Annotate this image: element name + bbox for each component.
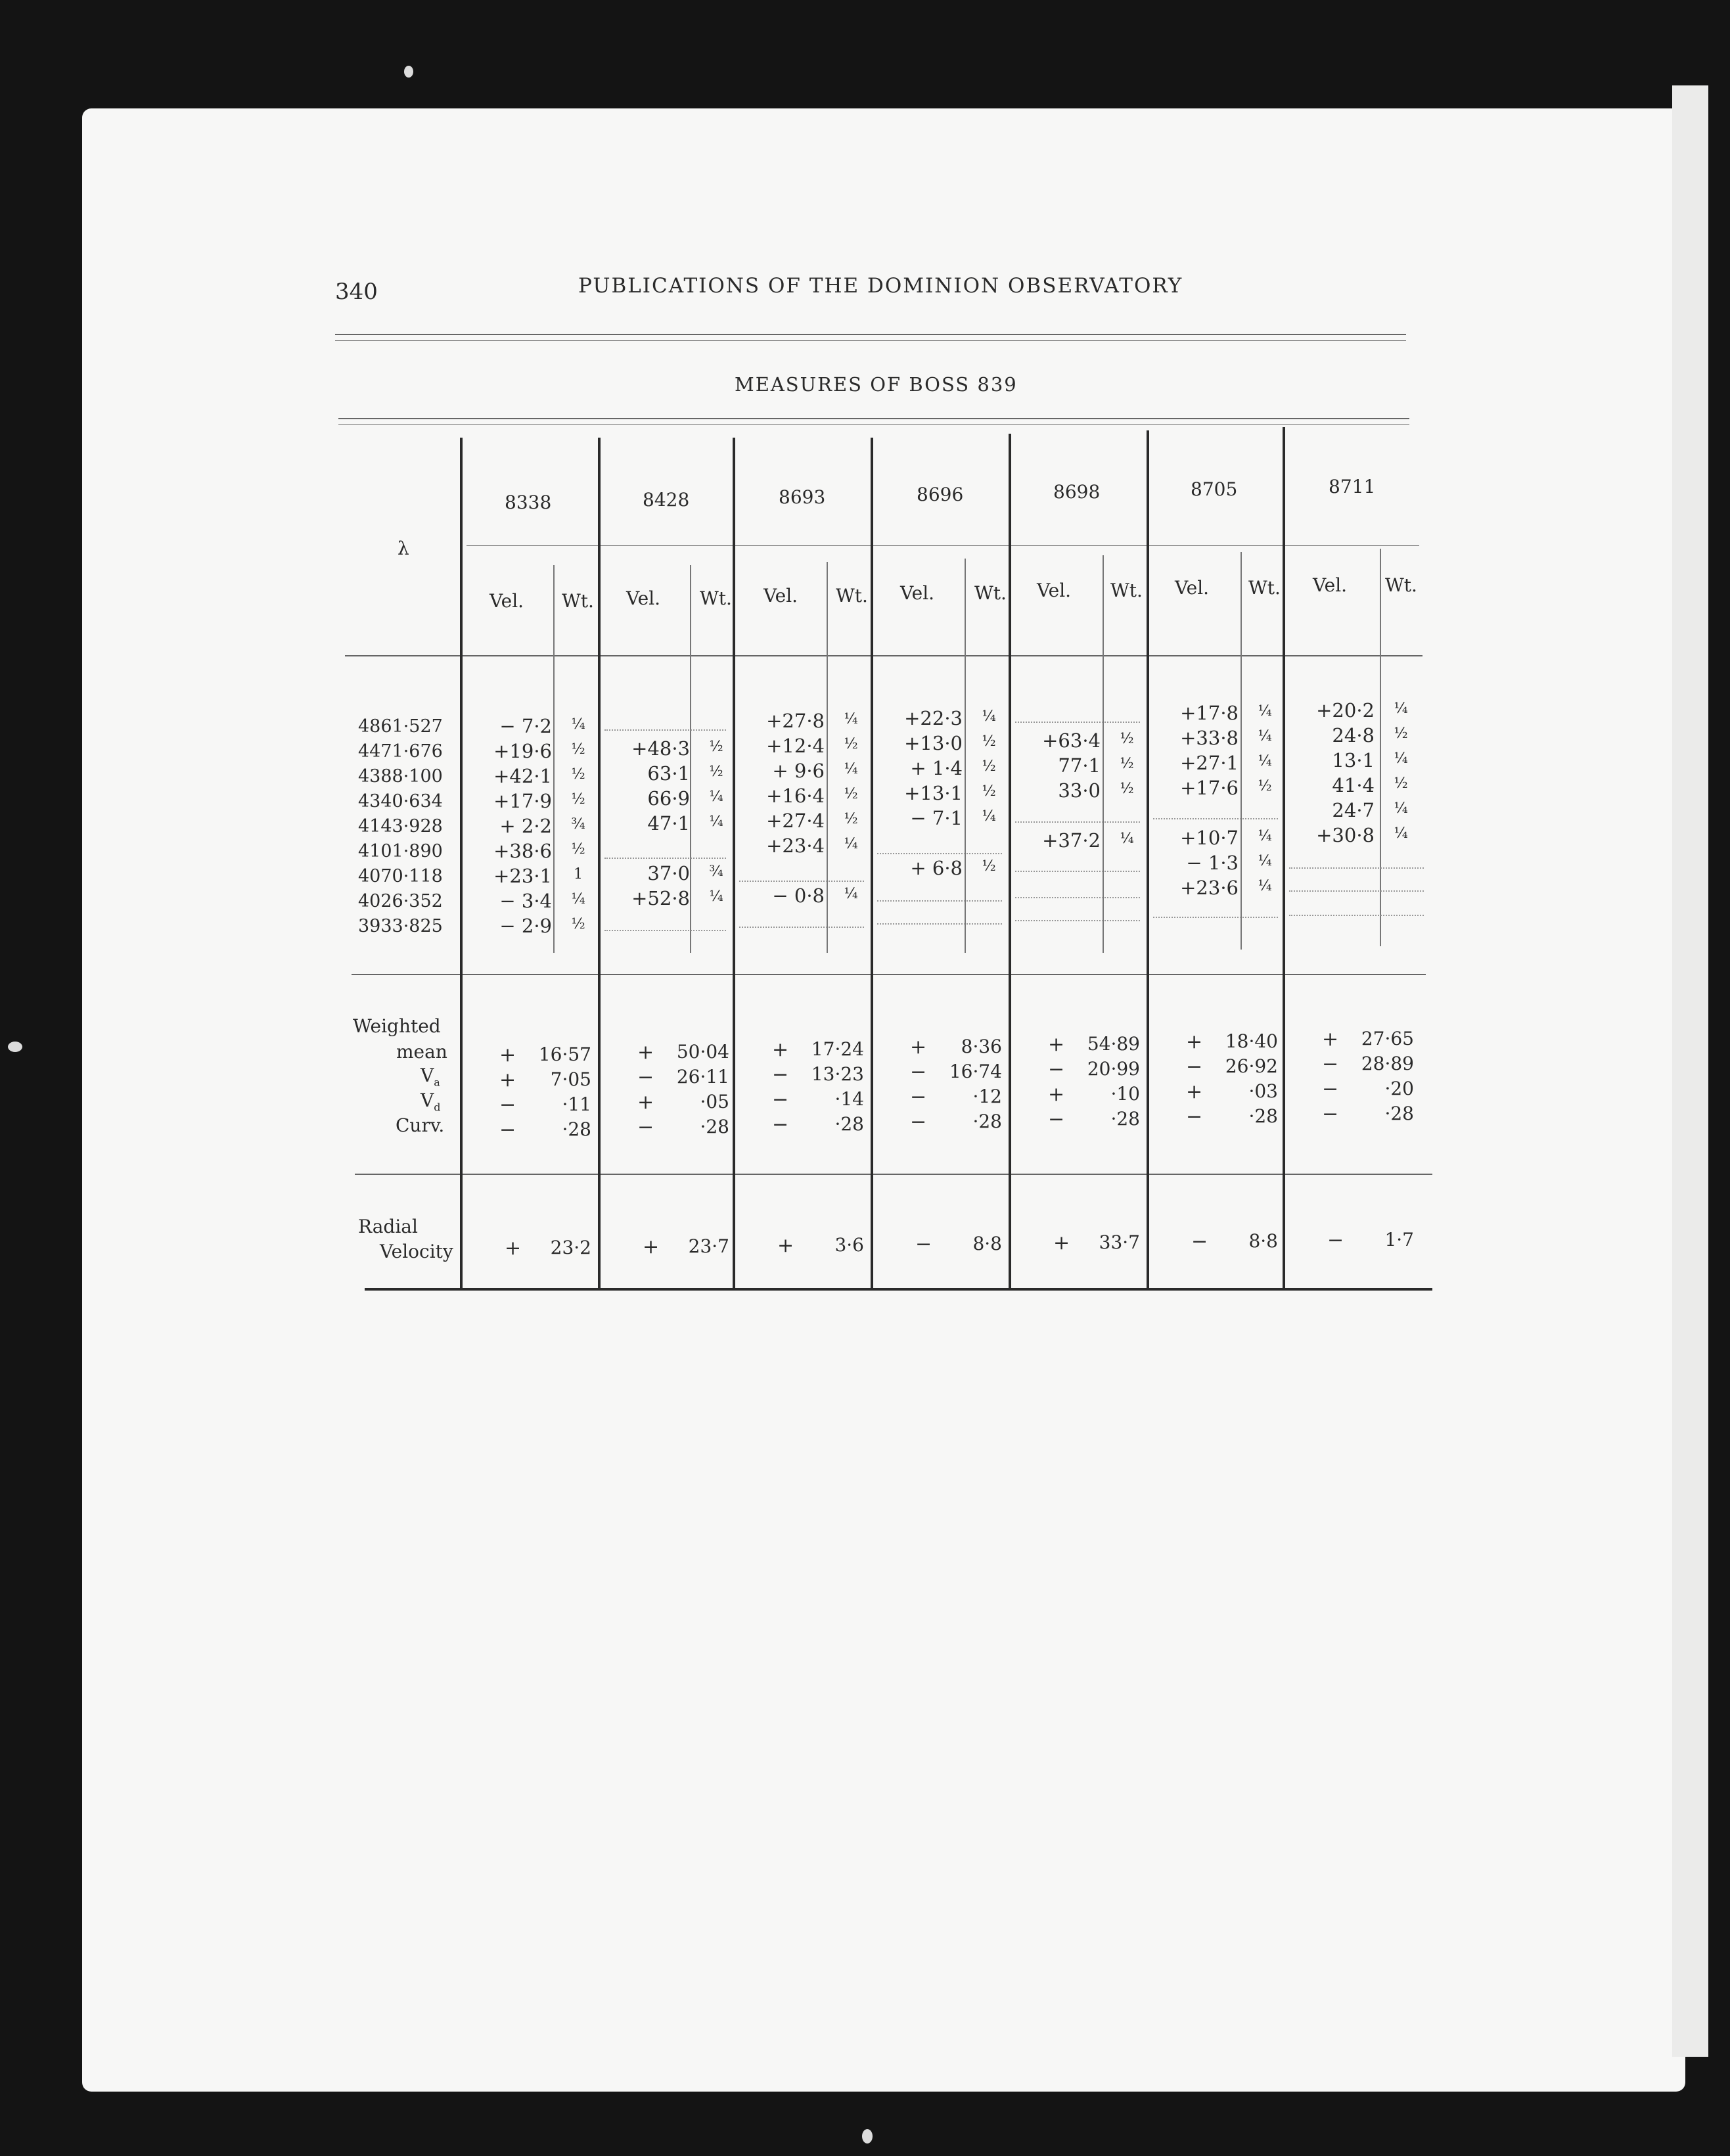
va-value: 20·99 xyxy=(1087,1058,1140,1080)
mean-sign: + xyxy=(910,1036,927,1059)
mean-value: 17·24 xyxy=(811,1038,864,1060)
velocity-cell: 24·8 xyxy=(1332,724,1375,746)
va-value: 26·92 xyxy=(1225,1055,1278,1077)
weight-cell: ½ xyxy=(982,783,996,800)
weight-cell: ½ xyxy=(1394,775,1408,792)
weight-cell: ½ xyxy=(1120,731,1134,747)
velocity-cell: +38·6 xyxy=(493,840,552,862)
velocity-cell: +10·7 xyxy=(1180,827,1239,849)
dotted-leader xyxy=(1015,920,1140,921)
velocity-cell: + 1·4 xyxy=(910,757,963,779)
curv-value: ·28 xyxy=(1384,1103,1414,1124)
weight-cell: ¼ xyxy=(1258,828,1272,844)
va-sign: − xyxy=(1186,1055,1203,1078)
radial-value: 33·7 xyxy=(1099,1231,1140,1253)
va-value: 16·74 xyxy=(949,1061,1002,1082)
velocity-cell: − 7·2 xyxy=(499,715,552,737)
velocity-cell: 37·0 xyxy=(647,862,690,884)
document-page xyxy=(82,108,1685,2092)
velocity-cell: +63·4 xyxy=(1042,729,1101,752)
velocity-cell: +27·4 xyxy=(766,810,825,832)
vd-value: ·03 xyxy=(1248,1080,1278,1102)
dotted-leader xyxy=(1015,897,1140,898)
va-subscript: a xyxy=(434,1076,440,1089)
velocity-cell: 47·1 xyxy=(647,812,690,835)
wavelength-label: 4471·676 xyxy=(358,741,443,762)
va-sign: − xyxy=(1322,1053,1339,1076)
wt-divider xyxy=(1103,555,1104,953)
weight-cell: ½ xyxy=(1258,778,1272,794)
mean-sign: + xyxy=(1322,1028,1339,1051)
column-divider xyxy=(733,438,735,1289)
weight-cell: ½ xyxy=(1394,725,1408,742)
mean-sign: + xyxy=(637,1041,654,1064)
weight-cell: ½ xyxy=(1120,781,1134,797)
wavelength-label: 4101·890 xyxy=(358,841,443,861)
vd-sign: + xyxy=(1048,1083,1065,1106)
wavelength-label: 4340·634 xyxy=(358,791,443,812)
mean-sign: + xyxy=(1048,1033,1065,1056)
weight-cell: ¼ xyxy=(1258,703,1272,720)
radial-sign: + xyxy=(643,1235,660,1258)
curv-sign: − xyxy=(1322,1103,1339,1126)
velocity-cell: +12·4 xyxy=(766,735,825,757)
velocity-cell: +27·8 xyxy=(766,710,825,732)
weight-cell: ½ xyxy=(982,858,996,875)
wt-divider xyxy=(1241,552,1242,950)
column-divider xyxy=(1283,427,1285,1289)
radial-sign: − xyxy=(915,1233,932,1256)
curv-value: ·28 xyxy=(972,1111,1002,1132)
vd-sign: − xyxy=(910,1086,927,1109)
header-rule xyxy=(335,334,1406,335)
radial-value: 8·8 xyxy=(1248,1230,1278,1252)
vd-sign: − xyxy=(1322,1078,1339,1101)
data-bottom-rule xyxy=(352,974,1426,975)
dust-speck xyxy=(8,1042,22,1052)
va-sign: − xyxy=(772,1063,789,1086)
velocity-cell: 33·0 xyxy=(1058,779,1101,802)
dotted-leader xyxy=(604,930,726,931)
dust-speck xyxy=(404,66,413,78)
weight-cell: ½ xyxy=(844,811,858,827)
va-sign: + xyxy=(499,1068,516,1091)
weight-cell: ¼ xyxy=(844,886,858,902)
wavelength-label: 3933·825 xyxy=(358,916,443,936)
weight-cell: ½ xyxy=(844,786,858,802)
weight-cell: 1 xyxy=(574,866,583,883)
curv-label: Curv. xyxy=(396,1114,445,1136)
weight-cell: ½ xyxy=(982,758,996,775)
va-value: 28·89 xyxy=(1361,1053,1414,1074)
weight-cell: ¼ xyxy=(1258,853,1272,869)
curv-sign: − xyxy=(1048,1108,1065,1131)
weight-cell: ¼ xyxy=(1258,878,1272,894)
plate-header: 8696 xyxy=(917,484,964,505)
mean-value: 54·89 xyxy=(1087,1033,1140,1055)
plate-header: 8711 xyxy=(1329,476,1376,497)
velocity-cell: +33·8 xyxy=(1180,727,1239,749)
weight-cell: ½ xyxy=(844,736,858,752)
va-sign: − xyxy=(1048,1058,1065,1081)
vel-header: Vel. xyxy=(1175,577,1210,599)
wavelength-label: 4070·118 xyxy=(358,866,443,886)
weight-cell: ¼ xyxy=(1258,753,1272,769)
weighted-label: Weighted xyxy=(353,1015,441,1037)
plate-header: 8693 xyxy=(779,486,826,508)
page-number: 340 xyxy=(335,279,378,305)
weight-cell: ¼ xyxy=(1394,800,1408,817)
wt-header: Wt. xyxy=(700,587,732,609)
velocity-cell: + 2·2 xyxy=(499,815,552,837)
dotted-leader xyxy=(877,853,1002,854)
velocity-cell: +52·8 xyxy=(631,887,690,909)
vd-value: ·20 xyxy=(1384,1078,1414,1099)
va-value: 7·05 xyxy=(550,1068,591,1090)
running-title: PUBLICATIONS OF THE DOMINION OBSERVATORY xyxy=(578,274,1183,298)
curv-sign: − xyxy=(910,1111,927,1134)
weight-cell: ¼ xyxy=(1258,728,1272,745)
wt-divider xyxy=(965,559,966,953)
velocity-cell: +20·2 xyxy=(1316,699,1375,722)
wt-header: Wt. xyxy=(1385,574,1417,596)
radial-sign: − xyxy=(1191,1230,1208,1253)
weight-cell: ¼ xyxy=(1394,825,1408,842)
velocity-cell: 77·1 xyxy=(1058,754,1101,777)
table-top-rule xyxy=(338,418,1409,419)
radial-value: 23·7 xyxy=(688,1235,729,1257)
summary-bottom-rule xyxy=(355,1174,1432,1175)
velocity-cell: +16·4 xyxy=(766,785,825,807)
radial-value: 3·6 xyxy=(834,1234,864,1256)
dotted-leader xyxy=(1289,915,1424,916)
mean-value: 16·57 xyxy=(538,1044,591,1065)
mean-value: 18·40 xyxy=(1225,1030,1278,1052)
vd-sign: − xyxy=(772,1088,789,1111)
weight-cell: ¼ xyxy=(1394,700,1408,717)
plate-header: 8338 xyxy=(505,492,552,513)
dotted-leader xyxy=(1289,890,1424,892)
vd-sign: + xyxy=(1186,1080,1203,1103)
table-caption: MEASURES OF BOSS 839 xyxy=(735,373,1018,396)
dotted-leader xyxy=(604,858,726,859)
velocity-cell: 63·1 xyxy=(647,762,690,785)
vel-header: Vel. xyxy=(1037,580,1072,601)
weight-cell: ¼ xyxy=(1394,750,1408,767)
weight-cell: ½ xyxy=(571,916,585,932)
velocity-cell: − 2·9 xyxy=(499,915,552,937)
wt-divider xyxy=(690,565,691,953)
curv-value: ·28 xyxy=(1110,1108,1140,1130)
radial-label: Radial xyxy=(358,1216,418,1237)
mean-value: 8·36 xyxy=(961,1036,1002,1057)
weight-cell: ¼ xyxy=(571,891,585,907)
dotted-leader xyxy=(1153,917,1278,918)
weight-cell: ¼ xyxy=(709,888,723,905)
mean-sign: + xyxy=(772,1038,789,1061)
velocity-cell: +13·1 xyxy=(904,782,963,804)
weight-cell: ¼ xyxy=(844,836,858,852)
plate-header: 8428 xyxy=(643,489,690,511)
mean-value: 27·65 xyxy=(1361,1028,1414,1049)
curv-sign: − xyxy=(1186,1105,1203,1128)
weight-cell: ¼ xyxy=(709,814,723,830)
dotted-leader xyxy=(739,927,864,928)
vd-subscript: d xyxy=(434,1101,441,1114)
page-edge xyxy=(1672,85,1708,2057)
velocity-cell: +13·0 xyxy=(904,732,963,754)
dust-speck xyxy=(862,2129,873,2144)
wavelength-label: 4388·100 xyxy=(358,766,443,787)
velocity-cell: +37·2 xyxy=(1042,829,1101,852)
table-bottom-rule xyxy=(365,1288,1432,1291)
wt-header: Wt. xyxy=(974,582,1007,604)
plate-header: 8705 xyxy=(1191,478,1238,500)
wavelength-label: 4143·928 xyxy=(358,816,443,837)
curv-sign: − xyxy=(772,1113,789,1136)
curv-value: ·28 xyxy=(562,1118,591,1140)
plate-header: 8698 xyxy=(1053,481,1101,503)
velocity-cell: +19·6 xyxy=(493,740,552,762)
mean-sign: + xyxy=(1186,1030,1203,1053)
dotted-leader xyxy=(1289,867,1424,869)
weight-cell: ¼ xyxy=(844,711,858,727)
vd-value: ·05 xyxy=(700,1091,729,1112)
vd-value: ·11 xyxy=(562,1093,591,1115)
velocity-cell: 66·9 xyxy=(647,787,690,810)
vel-header: Vel. xyxy=(900,582,935,604)
radial-value: 23·2 xyxy=(550,1237,591,1258)
plate-header-rule xyxy=(467,545,1419,546)
weight-cell: ¼ xyxy=(709,789,723,805)
velocity-cell: 41·4 xyxy=(1332,774,1375,796)
velocity-cell: +23·4 xyxy=(766,835,825,857)
weight-cell: ¼ xyxy=(571,716,585,733)
velocity-cell: +48·3 xyxy=(631,737,690,760)
radial-value: 8·8 xyxy=(972,1233,1002,1254)
velocity-label: Velocity xyxy=(380,1241,453,1262)
va-sign: − xyxy=(910,1061,927,1084)
velocity-cell: +17·8 xyxy=(1180,702,1239,724)
column-divider xyxy=(1009,434,1011,1289)
weight-cell: ½ xyxy=(571,841,585,858)
dotted-leader xyxy=(1015,821,1140,823)
weight-cell: ¼ xyxy=(844,761,858,777)
velocity-cell: +23·1 xyxy=(493,865,552,887)
wt-divider xyxy=(553,565,555,953)
wt-header: Wt. xyxy=(836,585,868,607)
va-value: 13·23 xyxy=(811,1063,864,1085)
dotted-leader xyxy=(1015,722,1140,723)
wt-divider xyxy=(827,562,828,953)
vel-header: Vel. xyxy=(763,585,798,607)
velocity-cell: +17·9 xyxy=(493,790,552,812)
weight-cell: ½ xyxy=(571,741,585,758)
velocity-cell: +22·3 xyxy=(904,707,963,729)
vel-header: Vel. xyxy=(626,587,661,609)
velocity-cell: +23·6 xyxy=(1180,877,1239,899)
radial-sign: + xyxy=(777,1234,794,1257)
velocity-cell: 13·1 xyxy=(1332,749,1375,771)
weight-cell: ½ xyxy=(571,766,585,783)
weight-cell: ½ xyxy=(709,764,723,780)
vel-header: Vel. xyxy=(489,590,524,612)
vd-label: $V_d$ xyxy=(421,1089,441,1114)
header-rule-2 xyxy=(335,340,1406,341)
vd-value: ·14 xyxy=(834,1088,864,1110)
velocity-cell: +42·1 xyxy=(493,765,552,787)
vd-value: ·10 xyxy=(1110,1083,1140,1105)
weight-cell: ¼ xyxy=(1120,831,1134,847)
column-divider xyxy=(460,438,463,1289)
velocity-cell: − 0·8 xyxy=(772,884,825,907)
radial-sign: + xyxy=(505,1237,522,1260)
velocity-cell: +17·6 xyxy=(1180,777,1239,799)
curv-value: ·28 xyxy=(834,1113,864,1135)
lambda-header: λ xyxy=(398,538,409,559)
radial-sign: − xyxy=(1327,1229,1344,1252)
weight-cell: ½ xyxy=(982,733,996,750)
wt-header: Wt. xyxy=(1110,580,1143,601)
weight-cell: ¾ xyxy=(571,816,585,833)
wt-header: Wt. xyxy=(562,590,594,612)
curv-value: ·28 xyxy=(1248,1105,1278,1127)
va-sign: − xyxy=(637,1066,654,1089)
velocity-cell: − 7·1 xyxy=(910,807,963,829)
curv-sign: − xyxy=(499,1118,516,1141)
vel-header: Vel. xyxy=(1313,574,1348,596)
va-value: 26·11 xyxy=(676,1066,729,1088)
curv-value: ·28 xyxy=(700,1116,729,1137)
table-top-rule-2 xyxy=(338,424,1409,425)
radial-sign: + xyxy=(1053,1231,1070,1254)
weight-cell: ½ xyxy=(709,739,723,755)
wt-header: Wt. xyxy=(1248,577,1281,599)
dotted-leader xyxy=(604,729,726,731)
vd-sign: − xyxy=(499,1093,516,1116)
vd-sign: + xyxy=(637,1091,654,1114)
dotted-leader xyxy=(1153,818,1278,819)
va-label: $V_a$ xyxy=(421,1065,440,1089)
curv-sign: − xyxy=(637,1116,654,1139)
radial-value: 1·7 xyxy=(1384,1229,1414,1250)
weight-cell: ¼ xyxy=(982,708,996,725)
mean-sign: + xyxy=(499,1044,516,1067)
weight-cell: ¾ xyxy=(709,863,723,880)
velocity-cell: − 1·3 xyxy=(1186,852,1239,874)
velocity-cell: +27·1 xyxy=(1180,752,1239,774)
velocity-cell: + 6·8 xyxy=(910,857,963,879)
header-bottom-rule xyxy=(345,655,1423,656)
velocity-cell: + 9·6 xyxy=(772,760,825,782)
wavelength-label: 4861·527 xyxy=(358,716,443,737)
dotted-leader xyxy=(739,881,864,882)
velocity-cell: − 3·4 xyxy=(499,890,552,912)
weight-cell: ½ xyxy=(571,791,585,808)
mean-label: mean xyxy=(396,1041,447,1063)
velocity-cell: +30·8 xyxy=(1316,824,1375,846)
dotted-leader xyxy=(877,900,1002,902)
weight-cell: ½ xyxy=(1120,756,1134,772)
vd-value: ·12 xyxy=(972,1086,1002,1107)
wt-divider xyxy=(1380,549,1381,946)
wavelength-label: 4026·352 xyxy=(358,891,443,911)
velocity-cell: 24·7 xyxy=(1332,799,1375,821)
dotted-leader xyxy=(877,923,1002,925)
mean-value: 50·04 xyxy=(676,1041,729,1063)
dotted-leader xyxy=(1015,871,1140,872)
weight-cell: ¼ xyxy=(982,808,996,825)
